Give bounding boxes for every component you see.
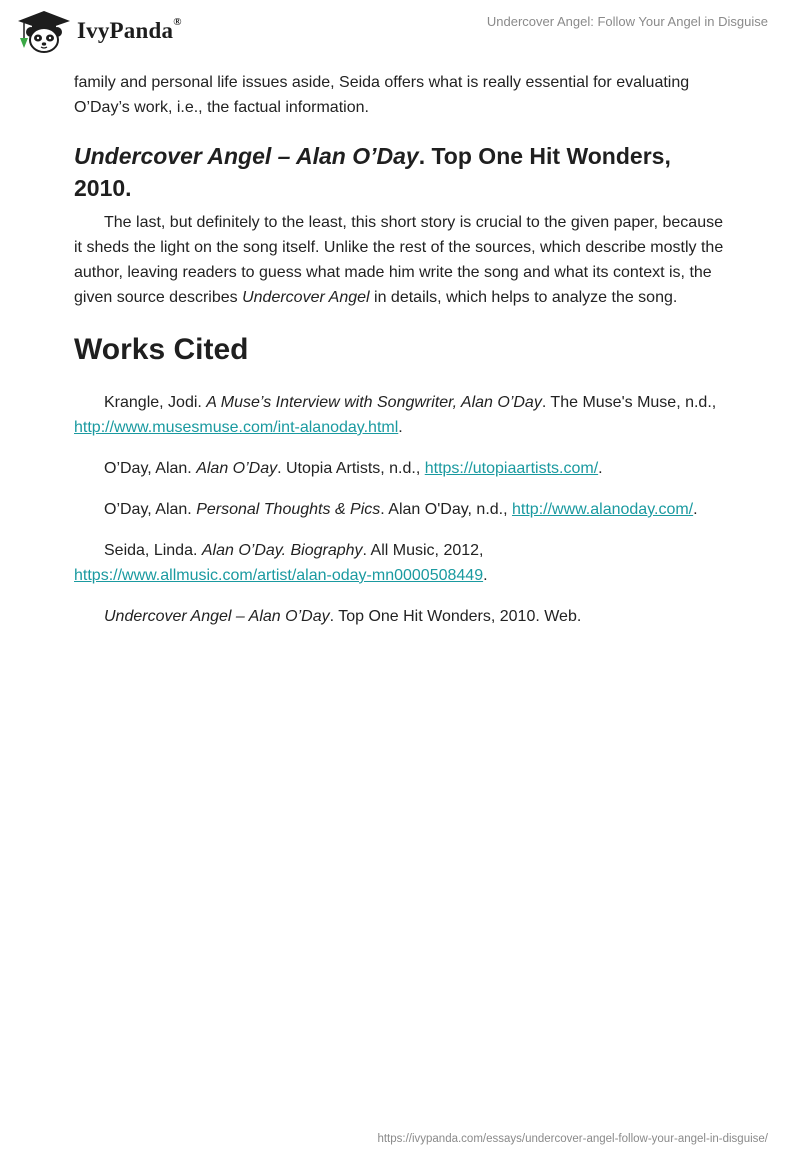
page-header — [0, 0, 800, 70]
running-title: Undercover Angel: Follow Your Angel in Disguise — [486, 14, 768, 29]
panda-graduate-icon — [15, 8, 73, 54]
citation-entry: Undercover Angel – Alan O’Day. Top One Hit Wonders, 2010. Web. — [104, 608, 582, 625]
citation-entry: O’Day, Alan. Personal Thoughts & Pics. Alan O'Day, n.d., http://www.alanoday.com/. — [104, 501, 698, 518]
citation-link[interactable]: http://www.musesmuse.com/int-alanoday.html — [74, 419, 399, 436]
intro-paragraph: family and personal life issues aside, Seida offers what is really essential for evaluating O’Day’s work, i.e., the factual information. — [74, 74, 690, 116]
citation-entry: Krangle, Jodi. A Muse’s Interview with Songwriter, Alan O’Day. The Muse's Muse, n.d., http://www.musesmuse.com/int-alanoday.html. — [74, 394, 717, 436]
citation-link[interactable]: http://www.alanoday.com/ — [512, 501, 694, 518]
source-paragraph: The last, but definitely to the least, this short story is crucial to the given paper, because it sheds the light on the song itself. Unlike the rest of the sources, which describe mostly the author, leaving readers to guess what made him write the song and what its context is, the given source describes Undercover Angel in details, which helps to analyze the song. — [74, 214, 724, 306]
footer-source-url: https://ivypanda.com/essays/undercover-angel-follow-your-angel-in-disguise/ — [377, 1133, 768, 1145]
citation-link[interactable]: https://www.allmusic.com/artist/alan-oday-mn0000508449 — [74, 567, 484, 584]
source-heading: Undercover Angel – Alan O’Day. Top One Hit Wonders, 2010. — [74, 143, 671, 201]
citation-link[interactable]: https://utopiaartists.com/ — [424, 460, 599, 477]
document-body — [74, 70, 724, 645]
brand-name: IvyPanda® — [77, 16, 182, 43]
citation-entry: Seida, Linda. Alan O’Day. Biography. All Music, 2012, https://www.allmusic.com/artist/alan-oday-mn0000508449. — [74, 542, 488, 584]
citation-entry: O’Day, Alan. Alan O’Day. Utopia Artists, n.d., https://utopiaartists.com/. — [104, 460, 603, 477]
works-cited-title: Works Cited — [74, 333, 249, 366]
ivypanda-logo[interactable] — [15, 8, 182, 54]
